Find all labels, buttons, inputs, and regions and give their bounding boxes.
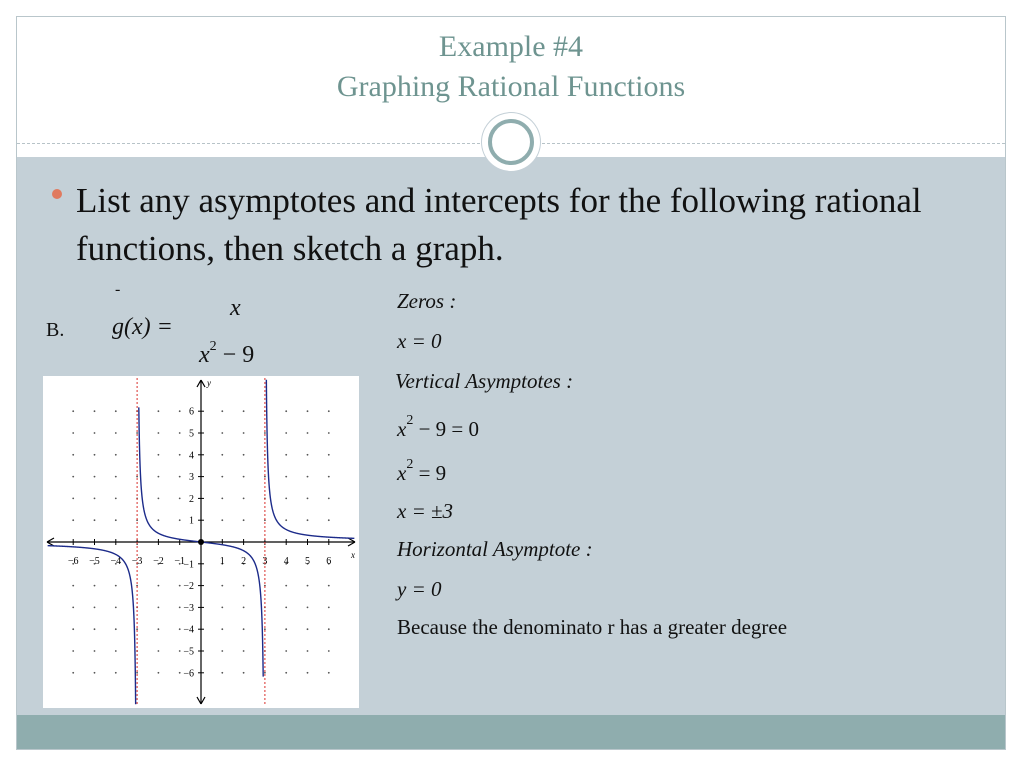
va-equation-1 (397, 413, 479, 442)
grid-dot (94, 650, 96, 652)
grid-dot (115, 585, 117, 587)
grid-dot (221, 628, 223, 630)
grid-dot (221, 650, 223, 652)
grid-dot (264, 432, 266, 434)
grid-dot (307, 498, 309, 500)
function-denominator (199, 339, 254, 369)
grid-dot (285, 410, 287, 412)
zeros-heading-text: Zeros (397, 289, 445, 313)
grid-dot (307, 454, 309, 456)
grid-dot (179, 432, 181, 434)
grid-dot (243, 628, 245, 630)
grid-dot (72, 410, 74, 412)
grid-dot (94, 476, 96, 478)
title-line-1: Example #4 (438, 30, 584, 63)
x-tick-label: −4 (110, 556, 122, 567)
grid-dot (115, 454, 117, 456)
y-tick-label: −3 (183, 602, 194, 614)
y-tick-label: −5 (183, 646, 194, 658)
x-tick-label: 6 (326, 556, 332, 567)
grid-dot (221, 607, 223, 609)
grid-dot (179, 672, 181, 674)
grid-dot (285, 454, 287, 456)
grid-dot (94, 519, 96, 521)
y-tick-label: −1 (183, 559, 194, 571)
grid-dot (94, 432, 96, 434)
grid-dot (179, 410, 181, 412)
grid-dot (158, 607, 160, 609)
title-line-2: Graphing Rational Functions (336, 70, 686, 103)
grid-dot (285, 585, 287, 587)
grid-dot (179, 519, 181, 521)
grid-dot (179, 454, 181, 456)
grid-dot (179, 628, 181, 630)
denominator-base: x (199, 342, 210, 368)
grid-dot (243, 650, 245, 652)
va-eq1-exp: 2 (406, 413, 414, 428)
grid-dot (221, 476, 223, 478)
curve-right-branch (266, 380, 354, 539)
va-heading: Vertical Asymptotes : (395, 369, 574, 393)
intercept-point (198, 539, 204, 545)
grid-dot (264, 672, 266, 674)
grid-dot (328, 410, 330, 412)
grid-dot (115, 519, 117, 521)
grid-dot (243, 672, 245, 674)
x-tick-label: −2 (153, 556, 164, 567)
grid-dot (72, 454, 74, 456)
grid-dot (158, 410, 160, 412)
x-tick-label: −6 (67, 556, 79, 567)
y-tick-label: −2 (183, 581, 194, 593)
denominator-rest: − 9 (216, 342, 255, 368)
y-tick-label: 4 (189, 450, 194, 462)
x-tick-label: −1 (174, 556, 186, 567)
y-axis-label: y (207, 378, 211, 388)
dash-mark: - (115, 281, 121, 298)
grid-dot (158, 585, 160, 587)
zeros-heading: Zeros : (397, 289, 457, 313)
grid-dot (307, 410, 309, 412)
grid-dot (158, 454, 160, 456)
grid-dot (328, 476, 330, 478)
grid-dot (72, 585, 74, 587)
grid-dot (115, 672, 117, 674)
grid-dot (158, 650, 160, 652)
va-value: x = ±3 (397, 499, 454, 523)
slide (16, 16, 1006, 750)
grid-dot (158, 628, 160, 630)
grid-dot (243, 519, 245, 521)
grid-dot (115, 498, 117, 500)
grid-dot (221, 432, 223, 434)
grid-dot (94, 454, 96, 456)
grid-dot (307, 476, 309, 478)
grid-dot (243, 585, 245, 587)
ha-heading-text: Horizontal Asymptote (397, 537, 581, 561)
grid-dot (115, 650, 117, 652)
grid-dot (179, 585, 181, 587)
grid-dot (307, 672, 309, 674)
y-tick-label: 3 (189, 472, 194, 484)
grid-dot (307, 585, 309, 587)
grid-dot (115, 628, 117, 630)
va-eq2-exp: 2 (406, 457, 414, 472)
grid-dot (328, 498, 330, 500)
grid-dot (72, 519, 74, 521)
grid-dot (179, 607, 181, 609)
grid-dot (328, 432, 330, 434)
va-eq1-base: x (397, 417, 407, 441)
x-tick-label: 1 (219, 556, 225, 567)
x-axis-label: x (351, 550, 355, 560)
grid-dot (243, 432, 245, 434)
grid-dot (72, 498, 74, 500)
grid-dot (285, 672, 287, 674)
va-heading-text: Vertical Asymptotes (395, 369, 561, 393)
grid-dot (158, 519, 160, 521)
grid-dot (285, 432, 287, 434)
grid-dot (328, 585, 330, 587)
va-eq1-rest: − 9 = 0 (413, 417, 480, 441)
grid-dot (243, 498, 245, 500)
grid-dot (115, 432, 117, 434)
grid-dot (328, 454, 330, 456)
ha-heading: Horizontal Asymptote : (397, 537, 593, 561)
grid-dot (158, 498, 160, 500)
grid-dot (328, 519, 330, 521)
grid-dot (179, 476, 181, 478)
grid-dot (72, 628, 74, 630)
grid-dot (72, 650, 74, 652)
grid-dot (328, 607, 330, 609)
grid-dot (285, 607, 287, 609)
grid-dot (94, 498, 96, 500)
denominator-exponent: 2 (209, 339, 217, 354)
zeros-value: x = 0 (397, 329, 442, 353)
grid-dot (115, 410, 117, 412)
grid-dot (179, 498, 181, 500)
grid-dot (285, 628, 287, 630)
bullet-text: List any asymptotes and intercepts for the following rational functions, then sketch a graph. (76, 181, 922, 268)
grid-dot (115, 476, 117, 478)
grid-dot (328, 628, 330, 630)
x-tick-label: 2 (241, 556, 247, 567)
grid-dot (72, 432, 74, 434)
grid-dot (307, 628, 309, 630)
y-tick-label: −6 (183, 668, 194, 680)
reason-text: Because the denominato r has a greater degree (397, 615, 788, 639)
grid-dot (307, 432, 309, 434)
graph (43, 376, 359, 708)
grid-dot (158, 476, 160, 478)
grid-dot (307, 519, 309, 521)
y-tick-label: 2 (189, 493, 194, 505)
function-lhs: g(x) = (112, 314, 173, 340)
grid-dot (285, 519, 287, 521)
grid-dot (243, 410, 245, 412)
grid-dot (136, 628, 138, 630)
ha-value: y = 0 (397, 577, 442, 601)
x-tick-label: 5 (305, 556, 310, 567)
grid-dot (72, 607, 74, 609)
x-tick-label: −5 (89, 556, 100, 567)
circle-ring (488, 119, 534, 165)
va-eq2-rest: = 9 (413, 461, 447, 485)
grid-dot (243, 607, 245, 609)
grid-dot (115, 607, 117, 609)
bullet-icon (52, 189, 62, 199)
grid-dot (221, 519, 223, 521)
problem-label: B. (46, 319, 65, 341)
graph-svg (43, 376, 359, 708)
slide-title (17, 27, 1005, 107)
grid-dot (307, 650, 309, 652)
grid-dot (221, 672, 223, 674)
footer-bar (17, 715, 1005, 750)
grid-dot (243, 454, 245, 456)
grid-dot (179, 650, 181, 652)
x-tick-label: 3 (262, 556, 268, 567)
y-tick-label: 6 (189, 406, 194, 418)
grid-dot (307, 607, 309, 609)
curve-left-branch (48, 546, 136, 705)
grid-dot (94, 607, 96, 609)
grid-dot (136, 432, 138, 434)
grid-dot (221, 498, 223, 500)
grid-dot (221, 410, 223, 412)
va-eq2-base: x (397, 461, 407, 485)
grid-dot (264, 628, 266, 630)
y-tick-label: 1 (189, 515, 194, 527)
grid-dot (328, 650, 330, 652)
grid-dot (72, 476, 74, 478)
grid-dot (94, 628, 96, 630)
grid-dot (243, 476, 245, 478)
x-tick-label: −3 (131, 556, 143, 567)
grid-dot (285, 498, 287, 500)
grid-dot (136, 672, 138, 674)
grid-dot (94, 672, 96, 674)
y-tick-label: 5 (189, 428, 194, 440)
x-tick-label: 4 (283, 556, 289, 567)
grid-dot (94, 585, 96, 587)
grid-dot (221, 454, 223, 456)
va-equation-2 (397, 457, 446, 486)
function-numerator: x (230, 295, 241, 321)
grid-dot (72, 672, 74, 674)
decorative-circle-icon (482, 113, 540, 171)
grid-dot (158, 432, 160, 434)
grid-dot (285, 650, 287, 652)
y-tick-label: −4 (183, 624, 194, 636)
grid-dot (94, 410, 96, 412)
grid-dot (221, 585, 223, 587)
grid-dot (285, 476, 287, 478)
grid-dot (328, 672, 330, 674)
grid-dot (158, 672, 160, 674)
